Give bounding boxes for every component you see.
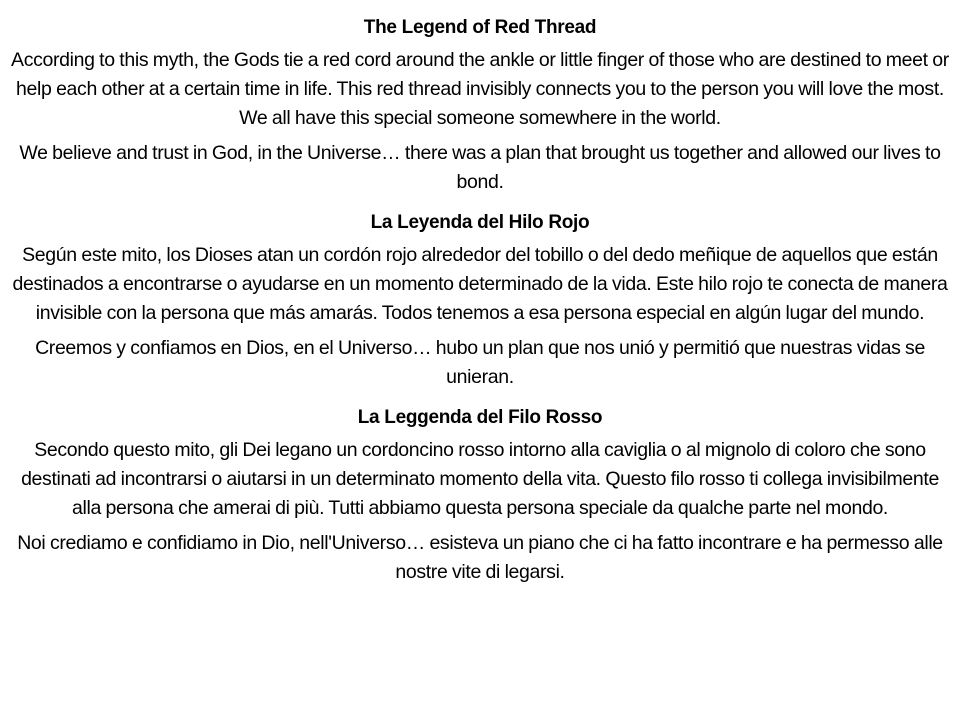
paragraph: According to this myth, the Gods tie a red cord around the ankle or little finger of those who are destined to meet or help each other at a certain time in life. This red thread invisibly connects you to the person you will love the most. We all have this special someone somewhere in the world. (11, 49, 949, 129)
paragraph: Noi crediamo e confidiamo in Dio, nell'Universo… esisteva un piano che ci ha fatto incontrare e ha permesso alle nostre vite di legarsi. (17, 532, 943, 583)
section-title: La Leggenda del Filo Rosso (357, 407, 603, 428)
paragraph: We believe and trust in God, in the Universe… there was a plan that brought us together and allowed our lives to bond. (19, 142, 941, 193)
paragraph: Secondo questo mito, gli Dei legano un cordoncino rosso intorno alla caviglia o al mignolo di coloro che sono destinati ad incontrarsi o aiutarsi in un determinato momento della vita. Questo filo rosso ti collega invisibilmente alla persona che amerai di più. Tutti abbiamo questa persona speciale da qualche parte nel mondo. (21, 439, 939, 519)
paragraph: Según este mito, los Dioses atan un cordón rojo alrededor del tobillo o del dedo meñique de aquellos que están destinados a encontrarse o ayudarse en un momento determinado de la vida. Este hilo rojo te conecta de manera invisible con la persona que más amarás. Todos tenemos a esa persona especial en algún lugar del mundo. (12, 244, 948, 324)
section-title: The Legend of Red Thread (363, 17, 597, 38)
section-spanish (8, 209, 952, 392)
paragraph: Creemos y confiamos en Dios, en el Universo… hubo un plan que nos unió y permitió que nuestras vidas se unieran. (35, 337, 925, 388)
section-english (8, 14, 952, 197)
section-title: La Leyenda del Hilo Rojo (370, 212, 590, 233)
section-italian (8, 404, 952, 587)
